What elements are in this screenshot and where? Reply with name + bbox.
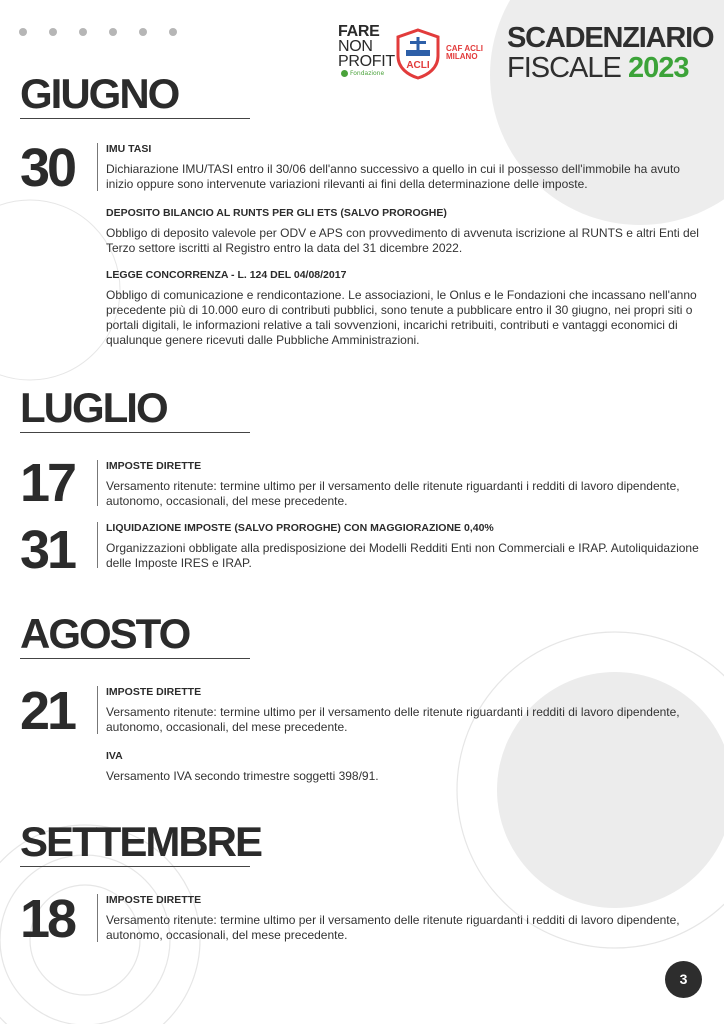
page-number: 3 — [665, 961, 702, 998]
dot — [79, 28, 87, 36]
entry-text: Versamento IVA secondo trimestre soggetti 398/91. — [106, 769, 379, 783]
divider — [97, 686, 98, 734]
month-heading: AGOSTO — [20, 612, 250, 659]
year: 2023 — [627, 52, 689, 84]
fare-non-profit-logo — [338, 23, 395, 77]
cross-horizontal — [410, 41, 426, 44]
entry-heading: DEPOSITO BILANCIO AL RUNTS PER GLI ETS (SALVO PROROGHE) — [106, 207, 447, 219]
deadline-day: 31 — [20, 520, 75, 580]
divider — [97, 460, 98, 506]
entry-heading: IVA — [106, 750, 123, 762]
entry-heading: IMPOSTE DIRETTE — [106, 460, 202, 472]
caf-acli-label — [446, 45, 483, 61]
entry-heading: LIQUIDAZIONE IMPOSTE (SALVO PROROGHE) CON MAGGIORAZIONE 0,40% — [106, 522, 494, 534]
divider — [97, 522, 98, 568]
deadline-day: 21 — [20, 681, 75, 741]
month-heading: GIUGNO — [20, 72, 250, 119]
dot — [19, 28, 27, 36]
entry-heading: IMPOSTE DIRETTE — [106, 686, 202, 698]
month-heading: SETTEMBRE — [20, 818, 262, 865]
entry-heading: LEGGE CONCORRENZA - L. 124 DEL 04/08/2017 — [106, 269, 347, 281]
caf-line1: CAF ACLI — [446, 44, 484, 53]
dot — [49, 28, 57, 36]
gear-icon — [406, 50, 430, 56]
deadline-day: 30 — [20, 138, 75, 198]
entry-text: Dichiarazione IMU/TASI entro il 30/06 dell'anno successivo a quello in cui il possesso dell'immobile ha avuto inizio oppure sono intervenute variazioni rilevanti ai fini della determinazione delle imposte. — [106, 162, 680, 191]
entry-text: Versamento ritenute: termine ultimo per il versamento delle ritenute riguardanti i redditi di lavoro dipendente, autonomo, occasionali, del mese precedente. — [106, 913, 680, 942]
page-title: SCADENZIARIO — [507, 22, 714, 54]
dot — [139, 28, 147, 36]
fnp-line3: PROFIT — [338, 53, 395, 70]
entry-text: Obbligo di deposito valevole per ODV e APS con provvedimento di avvenuta iscrizione al RUNTS e altri Enti del Terzo settore iscritti al Registro entro la data del 31 dicembre 2022. — [106, 226, 699, 255]
fnp-line2: NON — [338, 38, 373, 55]
deadline-entry — [106, 686, 706, 735]
entry-text: Organizzazioni obbligate alla predisposizione dei Modelli Redditi Enti non Commerciali e IRAP. Autoliquidazione delle Imposte IRES e IRAP. — [106, 541, 699, 570]
entry-text: Versamento ritenute: termine ultimo per il versamento delle ritenute riguardanti i redditi di lavoro dipendente, autonomo, occasionali, del mese precedente. — [106, 479, 680, 508]
month-heading: LUGLIO — [20, 386, 250, 433]
caf-line2: MILANO — [446, 52, 478, 61]
acli-shield-text: ACLI — [406, 60, 430, 71]
deadline-entry — [106, 460, 706, 509]
dot — [109, 28, 117, 36]
deadline-day: 18 — [20, 889, 75, 949]
deadline-entry — [106, 522, 706, 571]
divider — [97, 143, 98, 191]
deadline-day: 17 — [20, 453, 75, 513]
deadline-entry — [106, 894, 706, 943]
dot — [169, 28, 177, 36]
entry-text: Obbligo di comunicazione e rendicontazione. Le associazioni, le Onlus e le Fondazioni che incassano nell'anno precedente più di 10.000 euro di contributi pubblici, sono tenute a pubblicare entro il 30 giugno, nei propri siti o portali digitali, le informazioni relative a tali sovvenzioni, incarichi retribuiti, contributi e vantaggi economici di qualunque genere ricevuti dalle Pubbliche Amministrazioni. — [106, 288, 697, 347]
divider — [97, 894, 98, 942]
deadline-entry — [106, 750, 706, 784]
deadline-entry — [106, 269, 706, 348]
acli-shield-logo — [394, 28, 442, 80]
entry-text: Versamento ritenute: termine ultimo per il versamento delle ritenute riguardanti i redditi di lavoro dipendente, autonomo, occasionali, del mese precedente. — [106, 705, 680, 734]
fnp-line1: FARE — [338, 23, 380, 40]
deadline-entry — [106, 143, 706, 192]
fnp-sub: Fondazione — [338, 70, 388, 77]
deadline-entry — [106, 207, 706, 256]
entry-heading: IMU TASI — [106, 143, 152, 155]
page-subtitle — [507, 52, 688, 84]
subtitle-prefix: FISCALE — [507, 52, 621, 84]
entry-heading: IMPOSTE DIRETTE — [106, 894, 202, 906]
